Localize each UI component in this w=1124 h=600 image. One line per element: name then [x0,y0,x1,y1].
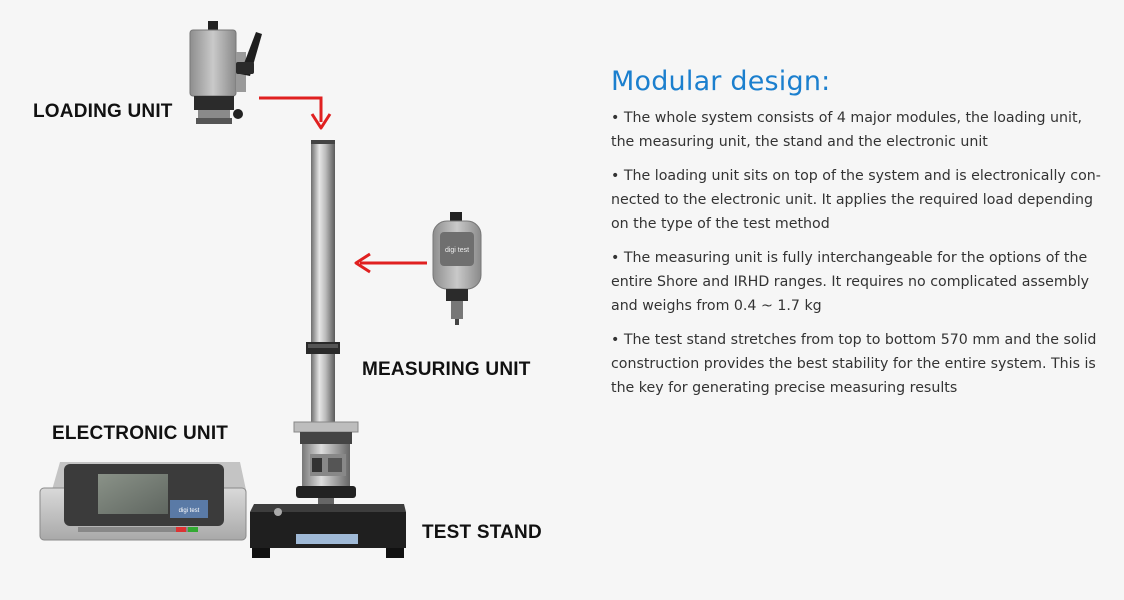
test-stand-device [250,422,406,558]
measuring-arrow [356,254,427,272]
paragraph-system-modules: • The whole system consists of 4 major modules, the loading unit, the measuring unit, the stand and the electronic unit [611,110,1083,150]
stand-column [306,140,340,430]
paragraph-loading-unit: • The loading unit sits on top of the system and is electronically con-nected to the electronic unit. It applies the required load depending on the type of the test method [611,168,1101,232]
label-measuring-unit: MEASURING UNIT [362,359,531,380]
label-test-stand: TEST STAND [422,522,542,543]
label-electronic-unit: ELECTRONIC UNIT [52,423,229,444]
console-brand-text: digi test [178,508,200,514]
measuring-unit-device [433,212,481,325]
label-loading-unit: LOADING UNIT [33,101,173,122]
loading-arrow [259,98,330,128]
section-heading: Modular design: [611,66,831,97]
electronic-unit-device [40,462,246,540]
loading-unit-device [190,21,262,124]
description-panel [611,66,1107,410]
paragraph-measuring-unit: • The measuring unit is fully interchangeable for the options of the entire Shore and IRHD ranges. It requires no complicated assembly and weighs from 0.4 ~ 1.7 kg [611,250,1090,314]
paragraph-test-stand: • The test stand stretches from top to bottom 570 mm and the solid construction provides the best stability for the entire system. This is the key for generating precise measuring results [611,332,1097,396]
gauge-brand-text: digi test [444,247,470,254]
